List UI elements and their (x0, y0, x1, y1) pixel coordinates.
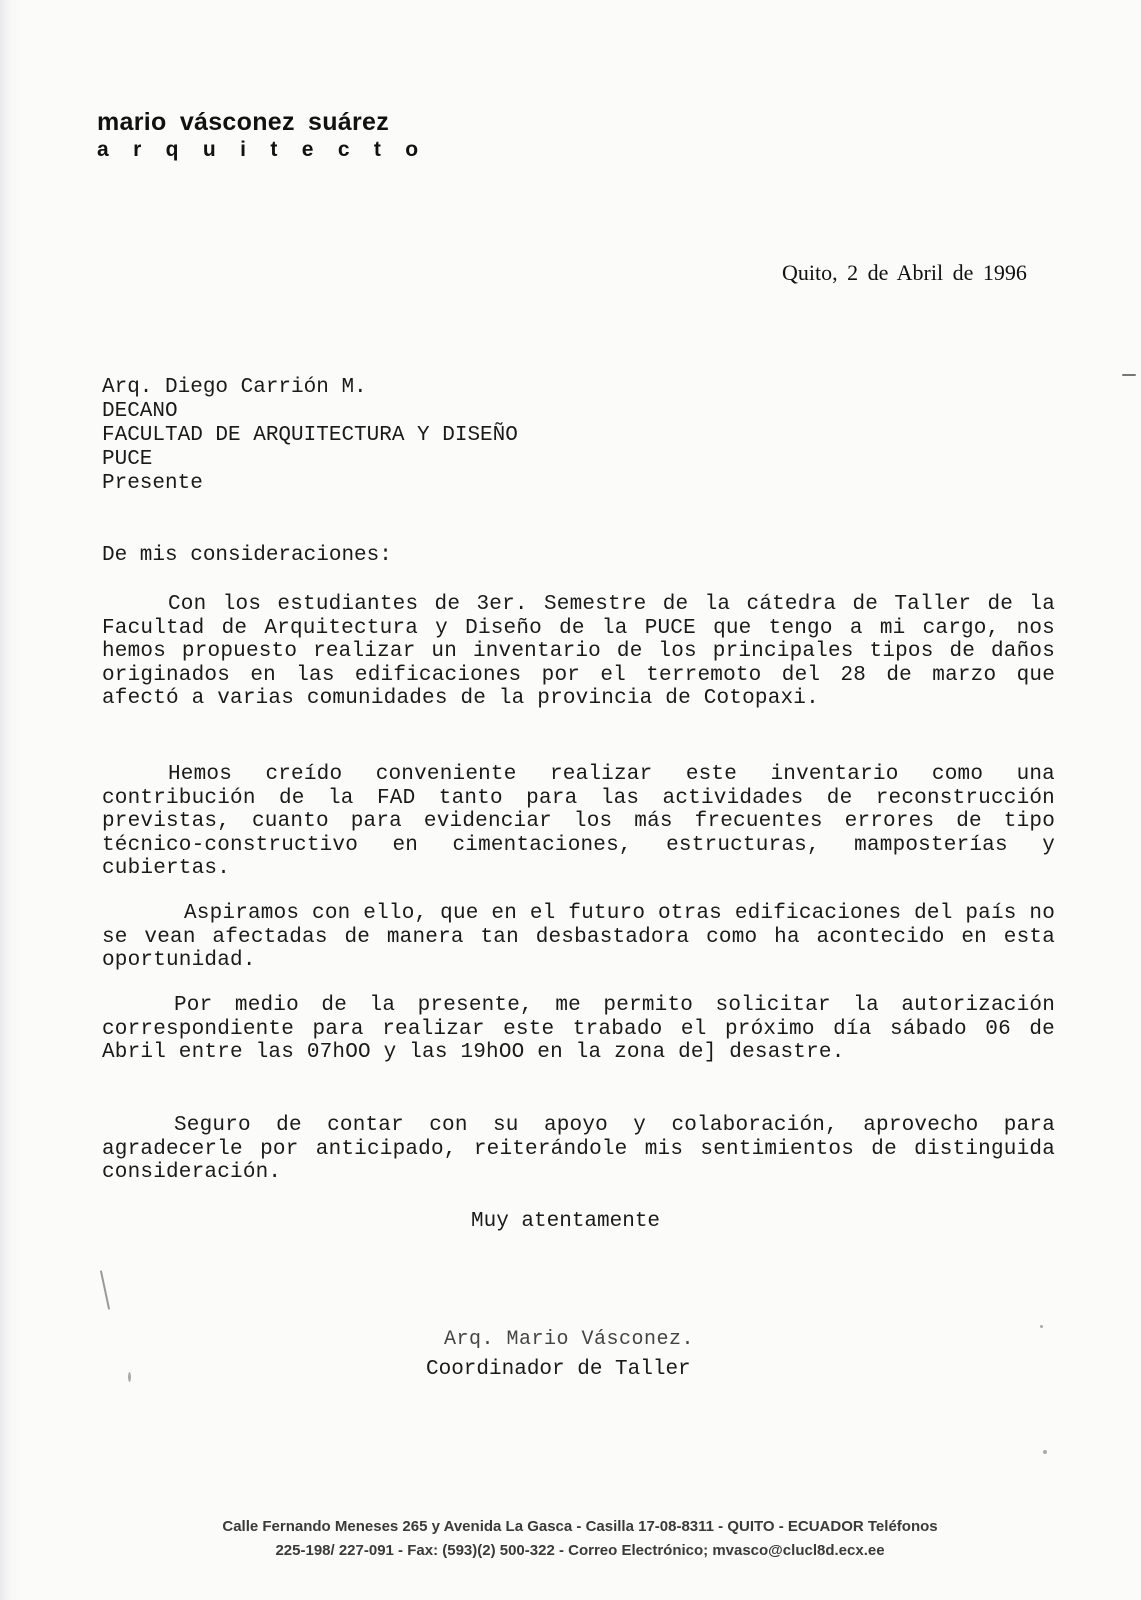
footer-address: Calle Fernando Meneses 265 y Avenida La Gasca - Casilla 17-08-8311 - QUITO - ECUADOR Teléfonos (222, 1518, 938, 1535)
letter-date: Quito, 2 de Abril de 1996 (782, 260, 1027, 285)
scan-speck (100, 1270, 110, 1310)
signer-title: Coordinador de Taller (426, 1358, 691, 1381)
paragraph-text: Aspiramos con ello, que en el futuro otras edificaciones del país no se vean afectadas de manera tan desbastadora como ha acontecido en esta oportunidad. (102, 902, 1055, 972)
paragraph-text: Seguro de contar con su apoyo y colaboración, aprovecho para agradecerle por anticipado, reiterándole mis sentimientos de distinguida consideración. (102, 1114, 1055, 1184)
body-paragraph-2 (102, 763, 1055, 881)
recipient-institution: PUCE (102, 448, 153, 471)
recipient-presente: Presente (102, 472, 203, 495)
scan-speck (1040, 1325, 1043, 1328)
paragraph-text: Con los estudiantes de 3er. Semestre de la cátedra de Taller de la Facultad de Arquitectura y Diseño de la PUCE que tengo a mi cargo, nos hemos propuesto realizar un inventario de los principales tipos de daños originados en las edificaciones por el terremoto del 28 de marzo que afectó a varias comunidades de la provincia de Cotopaxi. (102, 593, 1055, 710)
letterhead-title: arquitecto (97, 138, 443, 161)
paragraph-text: Por medio de la presente, me permito solicitar la autorización correspondiente para realizar este trabado el próximo día sábado 06 de Abril entre las 07hOO y las 19hOO en la zona de] desastre. (102, 994, 1055, 1064)
recipient-name: Arq. Diego Carrión M. (102, 376, 367, 399)
scan-speck (128, 1372, 131, 1382)
salutation: De mis consideraciones: (102, 544, 392, 567)
paragraph-text: Hemos creído conveniente realizar este inventario como una contribución de la FAD tanto para las actividades de reconstrucción previstas, cuanto para evidenciar los más frecuentes errores de tipo técnico-constructivo en cimentaciones, estructuras, mamposterías y cubiertas. (102, 763, 1055, 880)
body-paragraph-1 (102, 593, 1055, 711)
signer-name: Arq. Mario Vásconez. (444, 1328, 695, 1351)
footer-contact: 225-198/ 227-091 - Fax: (593)(2) 500-322 - Correo Electrónico; mvasco@clucl8d.ecx.ee (275, 1542, 885, 1559)
recipient-position: DECANO (102, 400, 178, 423)
body-paragraph-3 (102, 902, 1055, 973)
letterhead-name: mario vásconez suárez (97, 108, 390, 136)
body-paragraph-5 (102, 1114, 1055, 1185)
body-paragraph-4 (102, 994, 1055, 1065)
closing: Muy atentamente (471, 1210, 661, 1233)
recipient-block (102, 376, 518, 496)
scan-speck (1043, 1450, 1047, 1454)
scan-speck (1122, 374, 1136, 376)
recipient-faculty: FACULTAD DE ARQUITECTURA Y DISEÑO (102, 424, 518, 447)
